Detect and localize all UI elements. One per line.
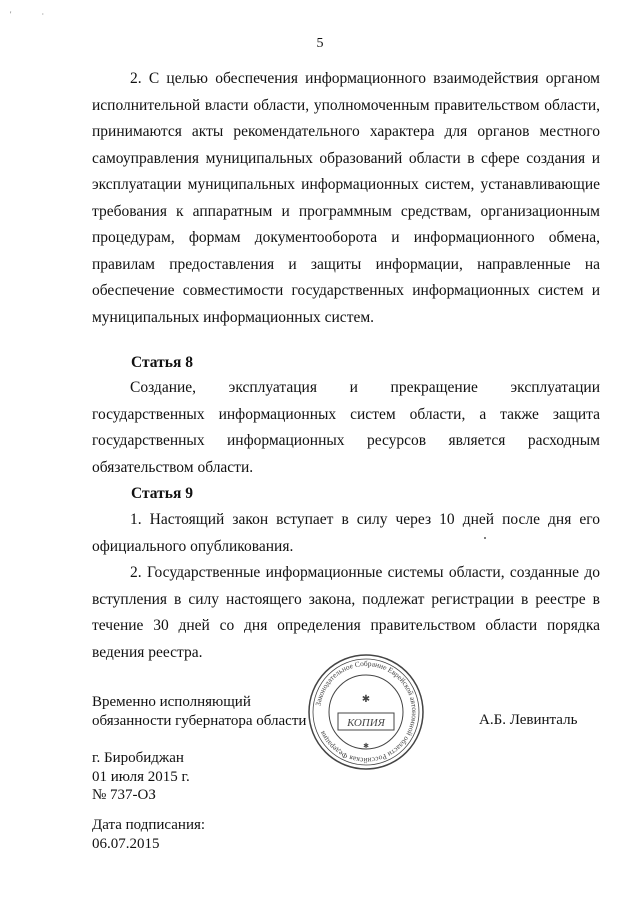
place-date-number: [92, 749, 190, 805]
article-9-heading: Статья 9: [131, 485, 193, 502]
signer-name: А.Б. Левинталь: [479, 712, 578, 728]
scan-marks: ' ·: [10, 10, 59, 19]
seal-star-top: ✱: [361, 694, 371, 705]
article-8-body: [92, 375, 600, 481]
seal-outer-ring: [309, 655, 423, 769]
article-8-heading: Статья 8: [131, 354, 193, 371]
article-9-body: [92, 507, 600, 666]
signer-title: [92, 693, 306, 730]
signer-title-line-2: обязанности губернатора области: [92, 712, 307, 729]
article-9-paragraph-2: 2. Государственные информационные системы области, созданные до вступления в силу настоящего закона, подлежат регистрации в реестре в течение 30 дней со дня определения правительством области порядка ведения реестра.: [92, 564, 600, 661]
article-9-paragraph-1: 1. Настоящий закон вступает в силу через 10 дней после дня его официального опубликования.: [92, 511, 600, 555]
paragraph-2-text: 2. С целью обеспечения информационного взаимодействия органом исполнительной власти области, уполномоченным правительством области, принимаются акты рекомендательного характера для органов местного самоуправления муниципальных образований области в сфере создания и эксплуатации муниципальных информационных систем, устанавливающие требования к аппаратным и программным средствам, организационным процедурам, формам документооборота и информационного обмена, правилам предоставления и защиты информации, направленные на обеспечение совместимости государственных информационных систем и муниципальных информационных систем.: [92, 70, 600, 326]
article-8-text: Создание, эксплуатация и прекращение эксплуатации государственных информационных систем области, а также защита государственных информационных ресурсов является расходным обязательством области.: [92, 379, 600, 476]
page-number: 5: [316, 36, 324, 51]
seal-star-bottom: ✱: [363, 742, 369, 750]
signer-title-line-1: Временно исполняющий: [92, 694, 251, 710]
law-number: № 737-ОЗ: [92, 787, 156, 803]
signing-label: Дата подписания:: [92, 817, 206, 833]
seal-ring-text: Законодательное Собрание Еврейской автономной области Российская Федерация: [313, 658, 420, 766]
scan-dot: [484, 537, 486, 539]
city: г. Биробиджан: [92, 750, 184, 766]
seal-copy-text: КОПИЯ: [347, 717, 385, 729]
signing-date: 06.07.2015: [92, 835, 160, 852]
paragraph-2: [92, 66, 600, 331]
law-date: 01 июля 2015 г.: [92, 768, 190, 785]
seal-inner-ring: [329, 675, 403, 749]
official-seal: [306, 652, 426, 772]
signing-block: [92, 816, 205, 853]
